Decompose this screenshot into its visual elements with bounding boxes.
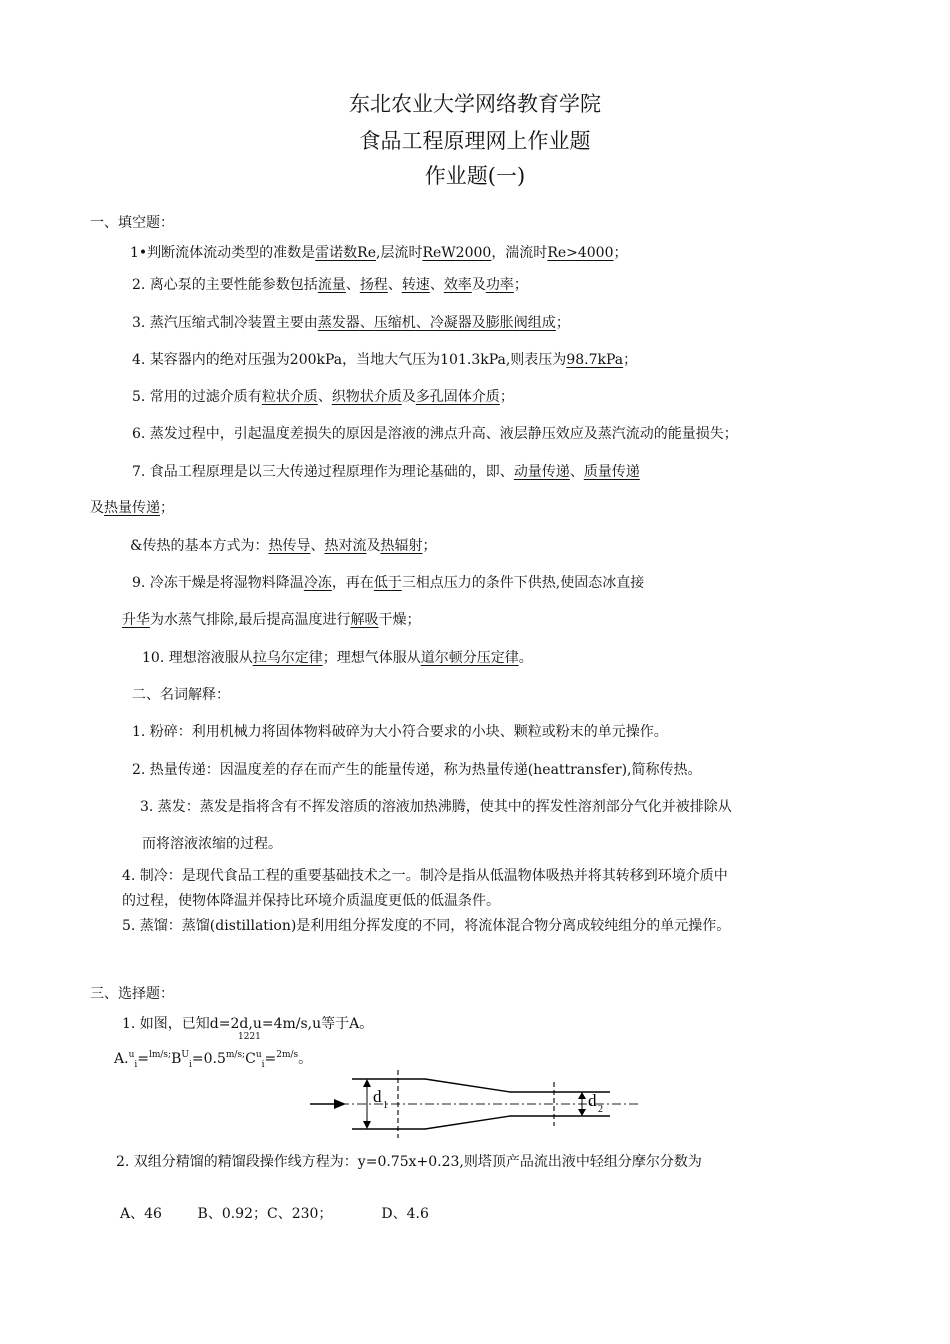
q2-answer-1: 流量 [317, 277, 346, 293]
opt-c-label: C [245, 1051, 256, 1067]
pipe-top-wall [352, 1079, 610, 1092]
q8-answer-2: 热对流 [324, 538, 367, 554]
fill-q9 [132, 572, 644, 592]
fill-q10 [142, 647, 533, 667]
q9-answer-1: 冷冻 [303, 575, 332, 591]
fill-q1 [130, 242, 628, 262]
fill-q8 [130, 535, 436, 555]
q2-text-a: 2. 离心泵的主要性能参数包括 [132, 277, 318, 293]
q8-end: ； [422, 538, 437, 554]
term-2: 2. 热量传递：因温度差的存在而产生的能量传递，称为热量传递(heattransfer),简称传热。 [132, 762, 702, 778]
q9-answer-3: 升华 [122, 612, 150, 628]
term-4: 4. 制冷：是现代食品工程的重要基础技术之一。制冷是指从低温物体吸热并将其转移到环境介质中 [122, 868, 728, 884]
opt-c-eq: = [264, 1051, 277, 1067]
q2-end: ； [513, 277, 528, 293]
opt-b-u: U [181, 1050, 189, 1060]
q2-answer-2: 扬程 [359, 277, 388, 293]
fill-q4 [132, 349, 637, 369]
opt-a-u: u [128, 1050, 135, 1060]
q2-sep: 及 [471, 277, 486, 293]
q4-text-a: 4. 某容器内的绝对压强为200kPa，当地大气压为101.3kPa,则表压为 [132, 352, 567, 368]
fill-q6: 6. 蒸发过程中，引起温度差损失的原因是溶液的沸点升高、液层静压效应及蒸汽流动的能量损失； [132, 426, 738, 442]
q2-sep: 、 [345, 277, 360, 293]
q1-answer-1: 雷诺数Re [315, 245, 376, 261]
q8-answer-3: 热辐射 [380, 538, 423, 554]
q7-answer-2: 质量传递 [583, 464, 640, 480]
q4-answer: 98.7kPa [566, 352, 624, 368]
assignment-title: 作业题(一) [424, 164, 526, 188]
q3-text-a: 3. 蒸汽压缩式制冷装置主要由 [132, 315, 318, 331]
q9-answer-2: 低于 [373, 575, 402, 591]
q1-text-g: ； [613, 245, 628, 261]
choice-q1-subscripts: 1221 [238, 1032, 261, 1042]
q1-text-e: ，湍流时 [491, 245, 548, 261]
opt-a-label: A. [114, 1051, 129, 1067]
opt-c-val: 2m/s [276, 1050, 299, 1060]
header-subtitle: 食品工程原理网上作业题 [359, 129, 591, 153]
q8-sep: 、 [310, 538, 325, 554]
fill-q7-cont [90, 497, 174, 517]
fill-q9-cont [122, 609, 420, 629]
choice-q1: 1. 如图，已知d=2d,u=4m/s,u等于A。 [122, 1016, 374, 1032]
q2-sep: 、 [429, 277, 444, 293]
q5-sep: 及 [401, 389, 416, 405]
q7b-end: ； [160, 500, 174, 516]
fill-q3 [132, 312, 570, 332]
d2-arrow-down-icon [578, 1109, 586, 1116]
q7-sep: 、 [569, 464, 584, 480]
q8-answer-1: 热传导 [268, 538, 311, 554]
q5-end: ； [499, 389, 514, 405]
fill-q2 [132, 274, 528, 294]
q10-text-c: ；理想气体服从 [322, 650, 421, 666]
term-4-cont: 的过程，使物体降温并保持比环境介质温度更低的低温条件。 [122, 893, 500, 909]
q9-text-c: ，再在 [331, 575, 374, 591]
opt-end: 。 [298, 1051, 313, 1067]
term-1: 1. 粉碎：利用机械力将固体物料破碎为大小符合要求的小块、颗粒或粉末的单元操作。 [132, 724, 668, 740]
q5-text-a: 5. 常用的过滤介质有 [132, 389, 262, 405]
d2-subscript: 2 [598, 1104, 603, 1115]
q1-answer-3: Re>4000 [547, 245, 614, 261]
choice-q2: 2. 双组分精馏的精馏段操作线方程为：y=0.75x+0.23,则塔顶产品流出液中轻组分摩尔分数为 [116, 1154, 702, 1170]
fill-q5 [132, 386, 514, 406]
q7-answer-3: 热量传递 [104, 500, 160, 516]
q10-answer-2: 道尔顿分压定律 [420, 650, 519, 666]
q10-answer-1: 拉乌尔定律 [252, 650, 323, 666]
q3-sep: 、 [359, 315, 374, 331]
d2-arrow-up-icon [578, 1092, 586, 1099]
opt-c-sub: i [261, 1060, 265, 1070]
opt-b-label: B [171, 1051, 182, 1067]
opt-b-unit: m/s; [225, 1050, 246, 1060]
term-3-cont: 而将溶液浓缩的过程。 [142, 836, 282, 852]
d2-label: d [588, 1091, 597, 1110]
header-title: 东北农业大学网络教育学院 [349, 92, 601, 116]
q4-end: ； [623, 352, 638, 368]
q8-sep: 及 [366, 538, 381, 554]
q2-answer-5: 功率 [485, 277, 514, 293]
opt-a-val: lm/s; [148, 1050, 172, 1060]
q3-answer-1: 蒸发器 [317, 315, 360, 331]
q1-text-a: 1•判断流体流动类型的准数是 [130, 245, 316, 261]
q2-sep: 、 [387, 277, 402, 293]
q7b-text-a: 及 [90, 500, 104, 516]
q2-answer-3: 转速 [401, 277, 430, 293]
q7-text-a: 7. 食品工程原理是以三大传递过程原理作为理论基础的，即、 [132, 464, 514, 480]
q5-answer-1: 粒状介质 [261, 389, 318, 405]
term-5: 5. 蒸馏：蒸馏(distillation)是利用组分挥发度的不同，将流体混合物分离成较纯组分的单元操作。 [122, 918, 731, 934]
fill-q7 [132, 461, 640, 481]
pipe-bottom-wall [352, 1116, 610, 1129]
q10-end: 。 [518, 650, 533, 666]
q9-text-a: 9. 冷冻干燥是将湿物料降温 [132, 575, 304, 591]
q5-answer-2: 织物状介质 [331, 389, 402, 405]
q8-text-a: &传热的基本方式为： [130, 538, 269, 554]
choice-q2-options: A、46 B、0.92；C、230； D、4.6 [120, 1206, 429, 1222]
q1-text-c: ,层流时 [376, 245, 423, 261]
q3-answer-2: 压缩机 [373, 315, 416, 331]
d1-subscript: 1 [383, 1100, 388, 1111]
d1-label: d [373, 1087, 382, 1106]
q3-sep: 、 [415, 315, 430, 331]
q2-answer-4: 效率 [443, 277, 472, 293]
q9b-text-b: 为水蒸气排除,最后提高温度进行 [150, 612, 351, 628]
q3-end: ； [555, 315, 570, 331]
q3-answer-3: 冷凝器及膨胀阀组成 [429, 315, 556, 331]
pipe-reducer-diagram [300, 1068, 645, 1140]
section-choice-heading: 三、选择题： [90, 986, 174, 1002]
d1-arrow-up-icon [363, 1079, 371, 1087]
term-3: 3. 蒸发：蒸发是指将含有不挥发溶质的溶液加热沸腾，使其中的挥发性溶剂部分气化并被排除从 [140, 799, 732, 815]
opt-a-sub: i [134, 1060, 138, 1070]
q9b-text-d: 干燥； [378, 612, 421, 628]
q5-sep: 、 [317, 389, 332, 405]
opt-a-eq: = [137, 1051, 149, 1067]
q9-text-e: 三相点压力的条件下供热,使固态冰直接 [401, 575, 645, 591]
q9-answer-4: 解吸 [350, 612, 379, 628]
q5-answer-3: 多孔固体介质 [415, 389, 500, 405]
d1-arrow-down-icon [363, 1121, 371, 1129]
choice-q1-options [114, 1048, 312, 1068]
opt-b-sub: i [188, 1060, 192, 1070]
q7-answer-1: 动量传递 [513, 464, 570, 480]
section-terms-heading: 二、名词解释： [132, 687, 230, 703]
flow-arrow-icon [334, 1099, 346, 1109]
opt-b-val: =0.5 [191, 1051, 226, 1067]
q10-text-a: 10. 理想溶液服从 [142, 650, 253, 666]
opt-c-u: u [255, 1050, 262, 1060]
section-fill-blank-heading: 一、填空题： [90, 215, 174, 231]
q1-answer-2: ReW2000 [422, 245, 492, 261]
